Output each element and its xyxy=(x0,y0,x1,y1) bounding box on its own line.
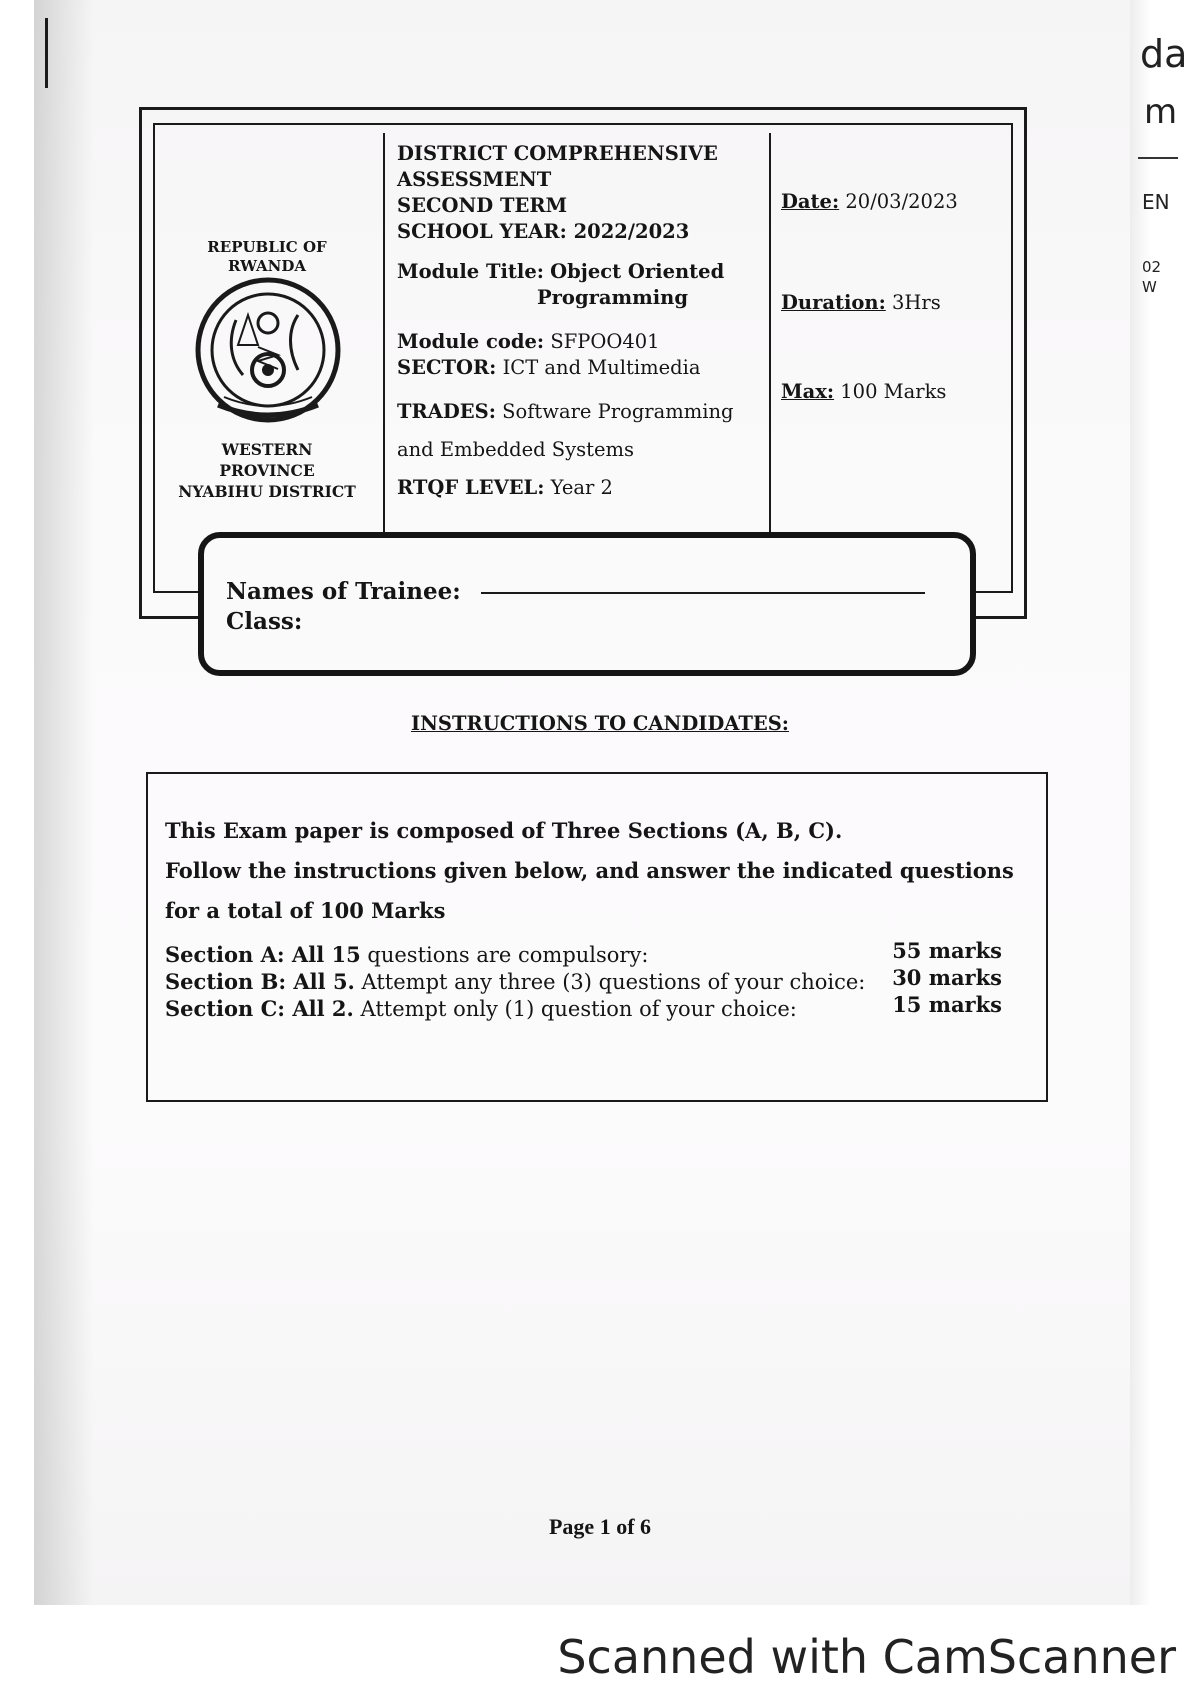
instruction-line: for a total of 100 Marks xyxy=(165,898,446,923)
max-value: 100 Marks xyxy=(840,380,947,403)
section-label: Section C: All 2. xyxy=(165,996,354,1021)
rtqf-level xyxy=(397,469,759,507)
fragment-rule xyxy=(1138,157,1178,159)
republic-line: REPUBLIC OF xyxy=(207,238,327,256)
module-title-value: Object Oriented xyxy=(550,260,725,283)
fragment-text: 02 xyxy=(1142,258,1162,276)
fragment-text: W xyxy=(1142,278,1157,296)
duration-label: Duration: xyxy=(781,291,886,314)
instruction-line: This Exam paper is composed of Three Sections (A, B, C). xyxy=(165,818,843,843)
title-line: DISTRICT COMPREHENSIVE xyxy=(397,142,718,165)
trainee-names-field[interactable] xyxy=(481,592,925,594)
instruction-line: Follow the instructions given below, and answer the indicated questions xyxy=(165,858,1014,883)
section-text: questions are compulsory: xyxy=(360,943,649,967)
section-a-marks: 55 marks xyxy=(892,938,1002,963)
trainee-names-label: Names of Trainee: xyxy=(226,578,461,605)
page-label: Page xyxy=(548,1514,600,1539)
exam-date xyxy=(781,189,958,215)
page-number xyxy=(0,1514,1200,1540)
module-title xyxy=(397,259,759,311)
province-label xyxy=(153,439,381,502)
exam-duration xyxy=(781,290,941,316)
trades xyxy=(397,393,759,469)
rtqf-value: Year 2 xyxy=(550,476,613,499)
trainee-box xyxy=(198,532,976,676)
module-code xyxy=(397,329,759,355)
max-marks xyxy=(781,379,946,405)
page-current: 1 xyxy=(599,1514,611,1539)
instructions-box xyxy=(146,772,1048,1102)
header-middle-column xyxy=(383,133,771,533)
date-label: Date: xyxy=(781,190,840,213)
fragment-text: EN xyxy=(1142,190,1170,214)
date-value: 20/03/2023 xyxy=(845,190,958,213)
camscanner-watermark: Scanned with CamScanner xyxy=(557,1630,1176,1684)
section-c-line xyxy=(165,996,797,1021)
republic-line: RWANDA xyxy=(227,257,307,275)
trades-label: TRADES: xyxy=(397,400,496,423)
class-label: Class: xyxy=(226,608,303,635)
fragment-text: da xyxy=(1140,32,1188,76)
section-label: Section A: All 15 xyxy=(165,942,361,967)
republic-label xyxy=(153,238,381,276)
page-of: of xyxy=(610,1514,641,1539)
section-text: Attempt any three (3) questions of your choice: xyxy=(354,970,866,994)
max-label: Max: xyxy=(781,380,835,403)
district-line: NYABIHU DISTRICT xyxy=(178,482,356,501)
exam-header xyxy=(153,133,1013,533)
section-a-line xyxy=(165,942,648,967)
section-label: Section B: All 5. xyxy=(165,969,355,994)
sector-value: ICT and Multimedia xyxy=(502,356,701,379)
instructions-heading: INSTRUCTIONS TO CANDIDATES: xyxy=(410,712,789,735)
rwanda-coat-of-arms-icon xyxy=(188,275,348,435)
module-title-value: Programming xyxy=(537,286,688,309)
assessment-title xyxy=(397,141,759,245)
section-b-marks: 30 marks xyxy=(892,965,1002,990)
page-total: 6 xyxy=(640,1514,652,1539)
module-code-value: SFPOO401 xyxy=(550,330,660,353)
next-page-fragment xyxy=(1130,0,1200,1605)
trades-value: and Embedded Systems xyxy=(397,438,635,461)
header-right-column xyxy=(771,133,1013,533)
scan-mark xyxy=(45,18,48,88)
module-code-label: Module code: xyxy=(397,330,545,353)
fragment-text: m xyxy=(1144,92,1178,132)
province-line: WESTERN xyxy=(221,440,313,459)
title-line: ASSESSMENT xyxy=(397,168,552,191)
section-text: Attempt only (1) question of your choice: xyxy=(353,997,797,1021)
trades-value: Software Programming xyxy=(502,400,734,423)
module-title-label: Module Title: xyxy=(397,260,544,283)
sector-label: SECTOR: xyxy=(397,356,497,379)
school-year-line: SCHOOL YEAR: 2022/2023 xyxy=(397,220,690,243)
sector xyxy=(397,355,759,381)
province-line: PROVINCE xyxy=(219,461,315,480)
duration-value: 3Hrs xyxy=(892,291,941,314)
page-shadow xyxy=(34,0,94,1605)
section-c-marks: 15 marks xyxy=(892,992,1002,1017)
header-left-column xyxy=(153,133,383,533)
section-b-line xyxy=(165,969,865,994)
rtqf-label: RTQF LEVEL: xyxy=(397,476,545,499)
term-line: SECOND TERM xyxy=(397,194,568,217)
